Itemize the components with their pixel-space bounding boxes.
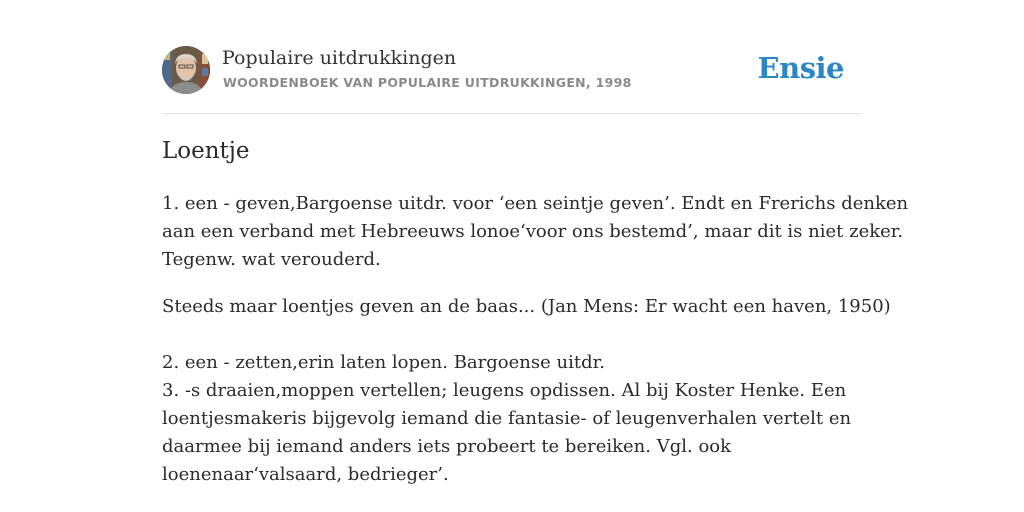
definition-line: aan een verband met Hebreeuws lonoe‘voor ons bestemd’, maar dit is niet zeker. bbox=[162, 221, 904, 242]
definition-1 bbox=[162, 190, 909, 274]
definition-line: 3. -s draaien,moppen vertellen; leugens opdissen. Al bij Koster Henke. Een bbox=[162, 380, 847, 401]
entry-headword: Loentje bbox=[162, 138, 250, 164]
definition-line: daarmee bij iemand anders iets probeert te bereiken. Vgl. ook bbox=[162, 436, 732, 457]
source-subtitle: WOORDENBOEK VAN POPULAIRE UITDRUKKINGEN, 1998 bbox=[223, 75, 632, 90]
example-quote bbox=[162, 293, 891, 321]
source-title[interactable]: Populaire uitdrukkingen bbox=[222, 47, 457, 69]
definition-line: Tegenw. wat verouderd. bbox=[162, 249, 381, 270]
definition-line: loentjesmakeris bijgevolg iemand die fantasie- of leugenverhalen vertelt en bbox=[162, 408, 852, 429]
header-divider bbox=[162, 113, 862, 114]
definition-2-3 bbox=[162, 349, 862, 489]
definition-line: loenenaar‘valsaard, bedrieger’. bbox=[162, 464, 449, 485]
avatar-portrait-icon bbox=[162, 46, 210, 94]
quote-line: Steeds maar loentjes geven an de baas... (Jan Mens: Er wacht een haven, 1950) bbox=[162, 296, 891, 317]
brand-logo[interactable]: Ensie bbox=[757, 51, 844, 85]
entry-header bbox=[162, 46, 862, 96]
definition-line: 1. een - geven,Bargoense uitdr. voor ‘een seintje geven’. Endt en Frerichs denken bbox=[162, 193, 909, 214]
author-avatar[interactable] bbox=[162, 46, 210, 94]
definition-line: 2. een - zetten,erin laten lopen. Bargoense uitdr. bbox=[162, 352, 605, 373]
